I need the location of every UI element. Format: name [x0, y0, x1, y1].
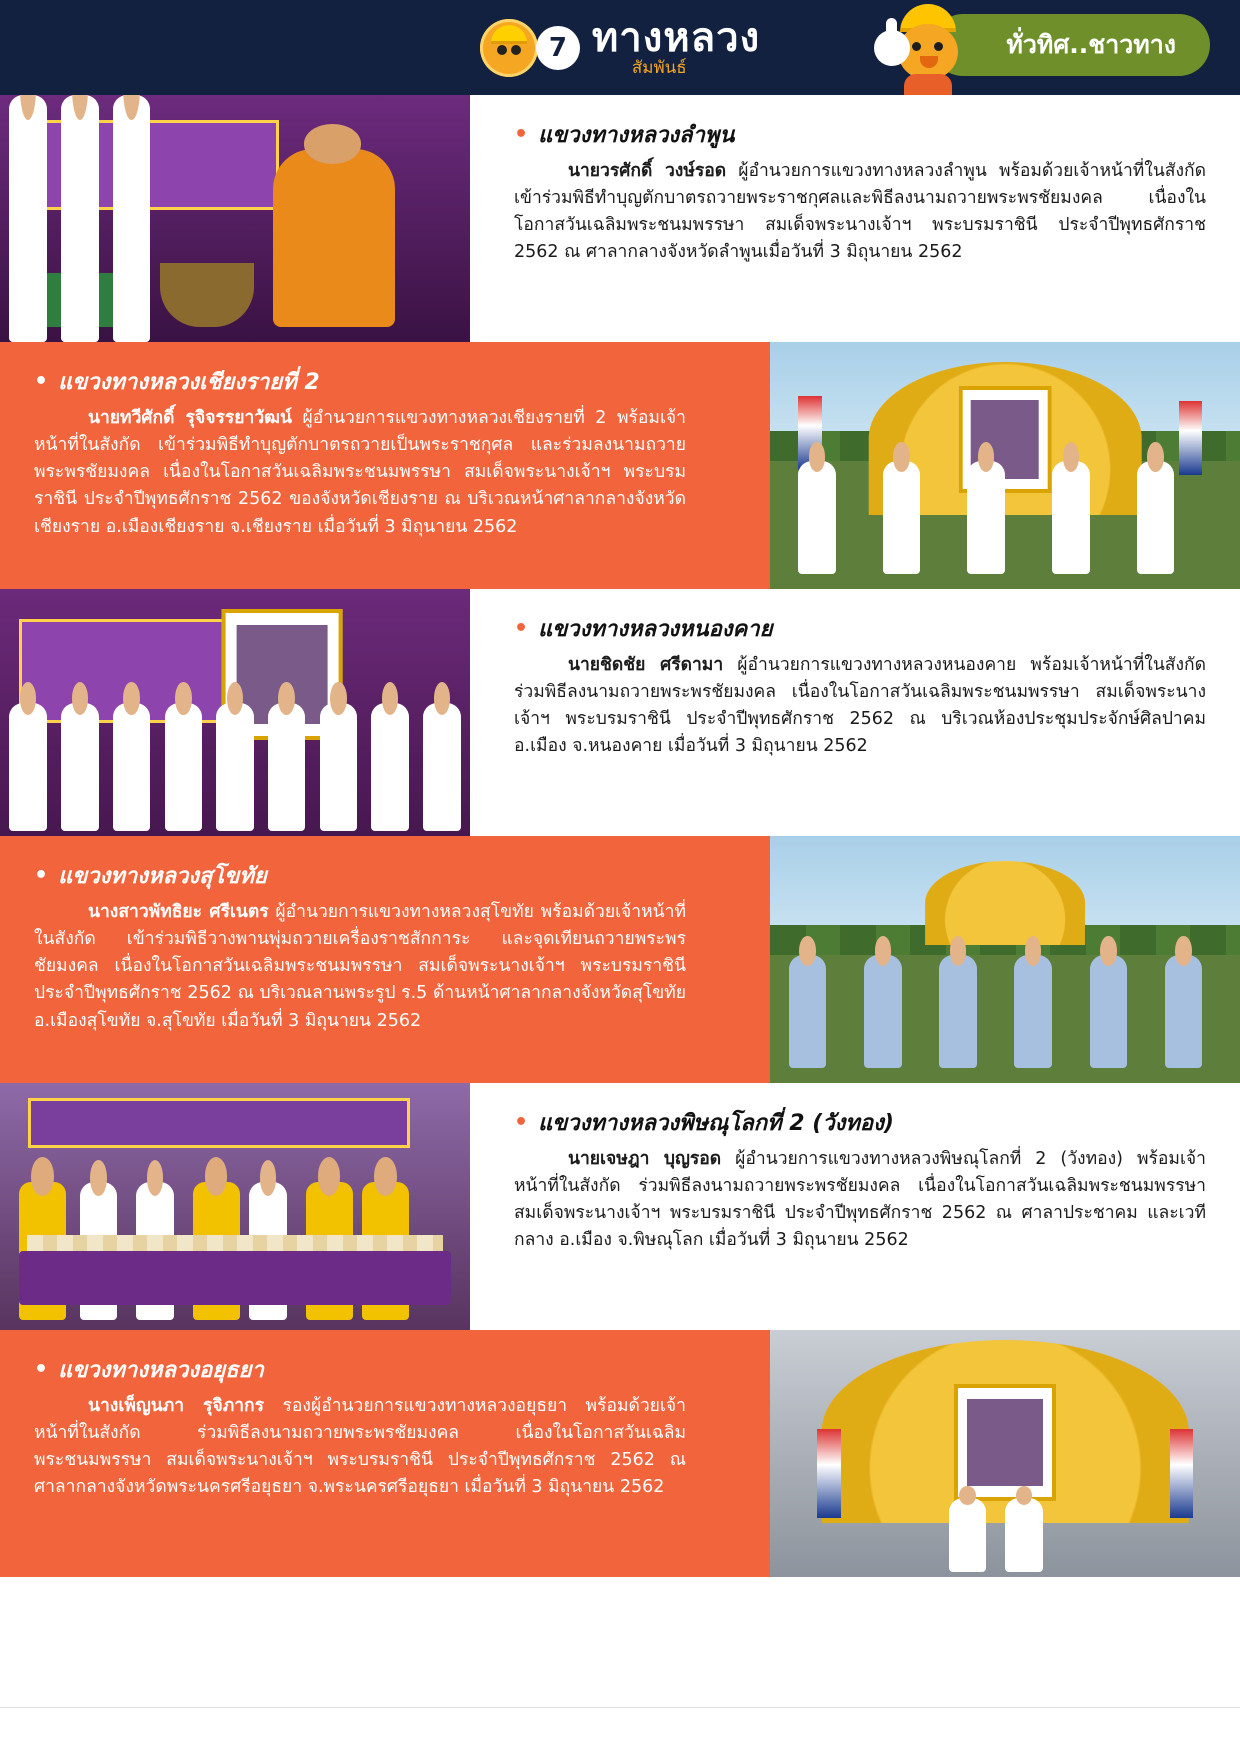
article-section-phitsanulok-2	[0, 1083, 1240, 1330]
article-title-text: แขวงทางหลวงอยุธยา	[58, 1358, 264, 1383]
article-title-text: แขวงทางหลวงหนองคาย	[538, 617, 773, 642]
bullet-icon: •	[34, 1356, 49, 1382]
article-photo	[770, 1330, 1240, 1577]
article-text	[480, 1083, 1240, 1330]
article-title	[514, 117, 1206, 152]
article-title	[34, 1352, 686, 1387]
article-text	[480, 589, 1240, 836]
article-section-nongkhai	[0, 589, 1240, 836]
article-body: นายเจษฎา บุญรอด ผู้อำนวยการแขวงทางหลวงพิษณุโลกที่ 2 (วังทอง) พร้อมเจ้าหน้าที่ในสังกัด ร่วมพิธีลงนามถวายพระพรชัยมงคล เนื่องในโอกาสวันเฉลิมพระชนมพรรษา สมเด็จพระนางเจ้าฯ พระบรมราชินี ประจำปีพุทธศักราช 2562 ณ ศาลาประชาคม และเวทีกลาง อ.เมือง จ.พิษณุโลก เมื่อวันที่ 3 มิถุนายน 2562	[514, 1149, 1207, 1251]
mascot-icon	[480, 19, 538, 77]
article-text	[0, 836, 720, 1083]
bullet-icon: •	[514, 121, 529, 147]
page-number-badge: 7	[536, 26, 580, 70]
article-text	[0, 1330, 720, 1577]
page-header	[0, 0, 1240, 95]
bullet-icon: •	[34, 368, 49, 394]
article-title	[514, 611, 1206, 646]
article-photo	[0, 95, 470, 342]
article-section-chiangrai-2	[0, 342, 1240, 589]
article-text	[0, 342, 720, 589]
bullet-icon: •	[514, 1109, 529, 1135]
article-photo	[0, 589, 470, 836]
masthead-subtitle: สัมพันธ์	[631, 58, 687, 78]
article-title-text: แขวงทางหลวงพิษณุโลกที่ 2 (วังทอง)	[538, 1111, 894, 1136]
article-body: นางเพ็ญนภา รุจิภากร รองผู้อำนวยการแขวงทางหลวงอยุธยา พร้อมด้วยเจ้าหน้าที่ในสังกัด ร่วมพิธีลงนามถวายพระพรชัยมงคล เนื่องในโอกาสวันเฉลิมพระชนมพรรษา สมเด็จพระนางเจ้าฯ พระบรมราชินี ประจำปีพุทธศักราช 2562 ณ ศาลากลางจังหวัดพระนครศรีอยุธยา จ.พระนครศรีอยุธยา เมื่อวันที่ 3 มิถุนายน 2562	[34, 1396, 686, 1498]
bullet-icon: •	[34, 862, 49, 888]
article-body: นายวรศักดิ์ วงษ์รอด ผู้อำนวยการแขวงทางหลวงลำพูน พร้อมด้วยเจ้าหน้าที่ในสังกัด เข้าร่วมพิธีทำบุญตักบาตรถวายพระราชกุศลและพิธีลงนามถวายพระพรชัยมงคล เนื่องในโอกาสวันเฉลิมพระชนมพรรษา สมเด็จพระนางเจ้าฯ พระบรมราชินี ประจำปีพุทธศักราช 2562 ณ ศาลากลางจังหวัดลำพูนเมื่อวันที่ 3 มิถุนายน 2562	[514, 161, 1206, 263]
bullet-icon: •	[514, 615, 529, 641]
masthead-title: ทางหลวง	[591, 15, 761, 61]
section-badge	[932, 14, 1210, 76]
article-photo	[770, 342, 1240, 589]
article-photo	[770, 836, 1240, 1083]
article-photo	[0, 1083, 470, 1330]
section-badge-label: ทั่วทิศ..ชาวทาง	[1006, 30, 1176, 59]
article-body: นายชิดชัย ศรีดามา ผู้อำนวยการแขวงทางหลวงหนองคาย พร้อมเจ้าหน้าที่ในสังกัด ร่วมพิธีลงนามถวายพระพรชัยมงคล เนื่องในโอกาสวันเฉลิมพระชนมพรรษา สมเด็จพระนางเจ้าฯ พระบรมราชินี ประจำปีพุทธศักราช 2562 ณ บริเวณห้องประชุมประจักษ์ศิลปาคม อ.เมือง จ.หนองคาย เมื่อวันที่ 3 มิถุนายน 2562	[514, 655, 1206, 757]
masthead	[591, 15, 761, 78]
page-footer	[0, 1707, 1240, 1754]
article-section-sukhothai	[0, 836, 1240, 1083]
article-section-lamphun	[0, 95, 1240, 342]
article-section-ayutthaya	[0, 1330, 1240, 1577]
article-title-text: แขวงทางหลวงลำพูน	[538, 123, 735, 148]
section-badge-pill	[932, 14, 1210, 76]
article-body: นายทวีศักดิ์ รุจิจรรยาวัฒน์ ผู้อำนวยการแขวงทางหลวงเชียงรายที่ 2 พร้อมเจ้าหน้าที่ในสังกัด เข้าร่วมพิธีทำบุญตักบาตรถวายเป็นพระราชกุศล และร่วมลงนามถวายพระพรชัยมงคล เนื่องในโอกาสวันเฉลิมพระชนมพรรษา สมเด็จพระนางเจ้าฯ พระบรมราชินี ประจำปีพุทธศักราช 2562 ของจังหวัดเชียงราย ณ บริเวณหน้าศาลากลางจังหวัดเชียงราย อ.เมืองเชียงราย จ.เชียงราย เมื่อวันที่ 3 มิถุนายน 2562	[34, 408, 687, 537]
article-title-text: แขวงทางหลวงเชียงรายที่ 2	[58, 370, 320, 395]
article-title	[34, 364, 686, 399]
article-body: นางสาวพัทธิยะ ศรีเนตร ผู้อำนวยการแขวงทางหลวงสุโขทัย พร้อมด้วยเจ้าหน้าที่ในสังกัด เข้าร่วมพิธีวางพานพุ่มถวายเครื่องราชสักการะ และจุดเทียนถวายพระพรชัยมงคล เนื่องในโอกาสวันเฉลิมพระชนมพรรษา สมเด็จพระนางเจ้าฯ พระบรมราชินี ประจำปีพุทธศักราช 2562 ณ บริเวณลานพระรูป ร.5 ด้านหน้าศาลากลางจังหวัดสุโขทัย อ.เมืองสุโขทัย จ.สุโขทัย เมื่อวันที่ 3 มิถุนายน 2562	[34, 902, 686, 1031]
article-title-text: แขวงทางหลวงสุโขทัย	[58, 864, 267, 889]
article-title	[34, 858, 686, 893]
article-text	[480, 95, 1240, 342]
article-title	[514, 1105, 1206, 1140]
